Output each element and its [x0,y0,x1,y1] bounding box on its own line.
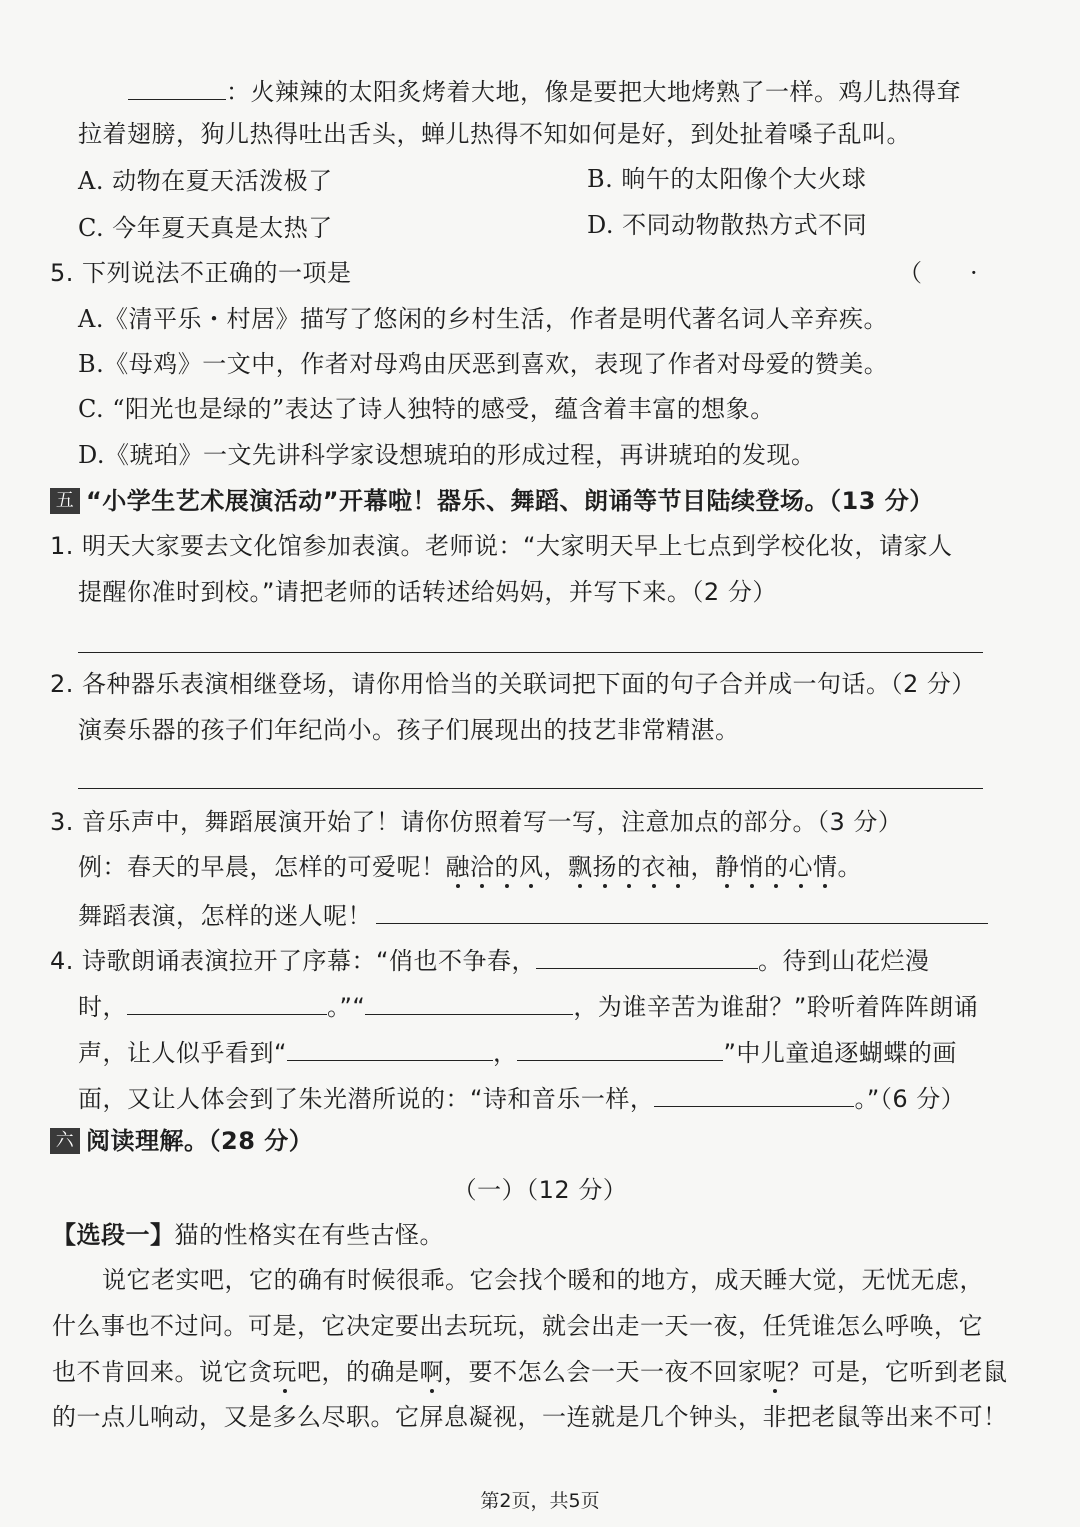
dotted-char: 衣 [641,853,666,881]
s5-q3-answer-blank[interactable] [376,897,988,924]
dotted-char: ， [690,853,715,881]
q4-option-d[interactable]: D. 不同动物散热方式不同 [587,211,868,239]
page-footer: 第2页，共5页 [480,1490,600,1512]
s5-q1-answer-line[interactable] [78,652,983,653]
dotted-char: 呢 [762,1358,787,1386]
section-6-badge: 六 [50,1128,80,1154]
q5-answer-paren[interactable]: （ [898,259,922,287]
passage-line-4: 的一点儿响动，又是多么尽职。它屏息凝视，一连就是几个钟头，非把老鼠等出来不可！ [52,1403,1008,1431]
dotted-char: 的 [494,853,519,881]
s5-q4-blank-3[interactable] [365,988,573,1015]
dotted-char: 扬 [592,853,617,881]
q4-answer-blank[interactable] [128,73,226,100]
s5-q1-line-2: 提醒你准时到校。”请把老师的话转述给妈妈，并写下来。（2 分） [78,578,777,606]
s5-q4-blank-5[interactable] [517,1034,723,1061]
s5-q2-line-1: 2. 各种器乐表演相继登场，请你用恰当的关联词把下面的句子合并成一句话。（2 分） [50,670,976,698]
s5-q3-example: 例：春天的早晨，怎样的可爱呢！融洽的风，飘扬的衣袖，静悄的心情。 [78,853,862,881]
dotted-char: 飘 [568,853,593,881]
passage-tag: 【选段一】 [52,1221,175,1249]
q5-stem: 5. 下列说法不正确的一项是 [50,259,352,287]
q4-text-line-1: ：火辣辣的太阳炙烤着大地，像是要把大地烤熟了一样。鸡儿热得耷 [128,73,988,108]
q5-option-d[interactable]: D.《琥珀》一文先讲科学家设想琥珀的形成过程，再讲琥珀的发现。 [78,441,816,469]
s5-q4-line-2: 时， 。”“ ，为谁辛苦为谁甜？”聆听着阵阵朗诵 [78,988,988,1023]
dotted-char: 情 [813,853,838,881]
dotted-char: ， [543,853,568,881]
q4-option-c[interactable]: C. 今年夏天真是太热了 [78,214,333,242]
dotted-char: 玩 [272,1358,297,1386]
s5-q4-blank-2[interactable] [127,988,327,1015]
q5-option-c[interactable]: C. “阳光也是绿的”表达了诗人独特的感受，蕴含着丰富的想象。 [78,395,775,423]
section-6-header [50,1125,988,1157]
s5-q3-line-1: 3. 音乐声中，舞蹈展演开始了！请你仿照着写一写，注意加点的部分。（3 分） [50,808,903,836]
s5-q4-line-1: 4. 诗歌朗诵表演拉开了序幕：“俏也不争春， 。待到山花烂漫 [50,942,988,977]
dotted-char: 融 [445,853,470,881]
dotted-char: 袖 [666,853,691,881]
q4-option-b[interactable]: B. 晌午的太阳像个大火球 [587,165,867,193]
q4-option-a[interactable]: A. 动物在夏天活泼极了 [78,167,333,195]
s5-q3-dotted-phrase [446,853,838,881]
section-6-subtitle: （一）（12 分） [452,1176,628,1204]
s5-q4-blank-4[interactable] [287,1034,493,1061]
dotted-char: 风 [519,853,544,881]
q4-text-line-2: 拉着翅膀，狗儿热得吐出舌头，蝉儿热得不知如何是好，到处扯着嗓子乱叫。 [78,120,911,148]
dotted-char: 的 [617,853,642,881]
q5-mark-dot: · [970,259,978,287]
s5-q4-line-4: 面，又让人体会到了朱光潜所说的：“诗和音乐一样， 。”（6 分） [78,1080,988,1115]
q5-option-a[interactable]: A.《清平乐・村居》描写了悠闲的乡村生活，作者是明代著名词人辛弃疾。 [78,305,888,333]
dotted-char: 啊 [419,1358,444,1386]
passage-line-2: 什么事也不过问。可是，它决定要出去玩玩，就会出走一天一夜，任凭谁怎么呼唤，它 [52,1312,983,1340]
s5-q2-sentences: 演奏乐器的孩子们年纪尚小。孩子们展现出的技艺非常精湛。 [78,716,740,744]
s5-q4-line-3: 声，让人似乎看到“ ， ”中儿童追逐蝴蝶的画 [78,1034,988,1069]
section-5-title: “小学生艺术展演活动”开幕啦！器乐、舞蹈、朗诵等节目陆续登场。（13 分） [86,487,934,515]
dotted-char: 静 [715,853,740,881]
s5-q4-blank-6[interactable] [654,1080,854,1107]
section-6-title: 阅读理解。（28 分） [86,1127,314,1155]
dotted-char: 心 [788,853,813,881]
dotted-char: 悄 [739,853,764,881]
dotted-char: 的 [764,853,789,881]
section-5-badge: 五 [50,488,80,514]
dotted-char: 洽 [470,853,495,881]
s5-q4-blank-1[interactable] [536,942,758,969]
passage-first-line: 【选段一】猫的性格实在有些古怪。 [52,1221,444,1249]
passage-line-3: 也不肯回来。说它贪玩吧，的确是啊，要不怎么会一天一夜不回家呢？可是，它听到老鼠 [52,1358,1008,1386]
passage-line-1: 说它老实吧，它的确有时候很乖。它会找个暖和的地方，成天睡大觉，无忧无虑， [102,1266,984,1294]
section-5-header [50,485,988,517]
s5-q3-prompt: 舞蹈表演，怎样的迷人呢！ [78,897,988,932]
q5-option-b[interactable]: B.《母鸡》一文中，作者对母鸡由厌恶到喜欢，表现了作者对母爱的赞美。 [78,350,889,378]
s5-q2-answer-line[interactable] [78,788,983,789]
s5-q1-line-1: 1. 明天大家要去文化馆参加表演。老师说：“大家明天早上七点到学校化妆，请家人 [50,532,953,560]
